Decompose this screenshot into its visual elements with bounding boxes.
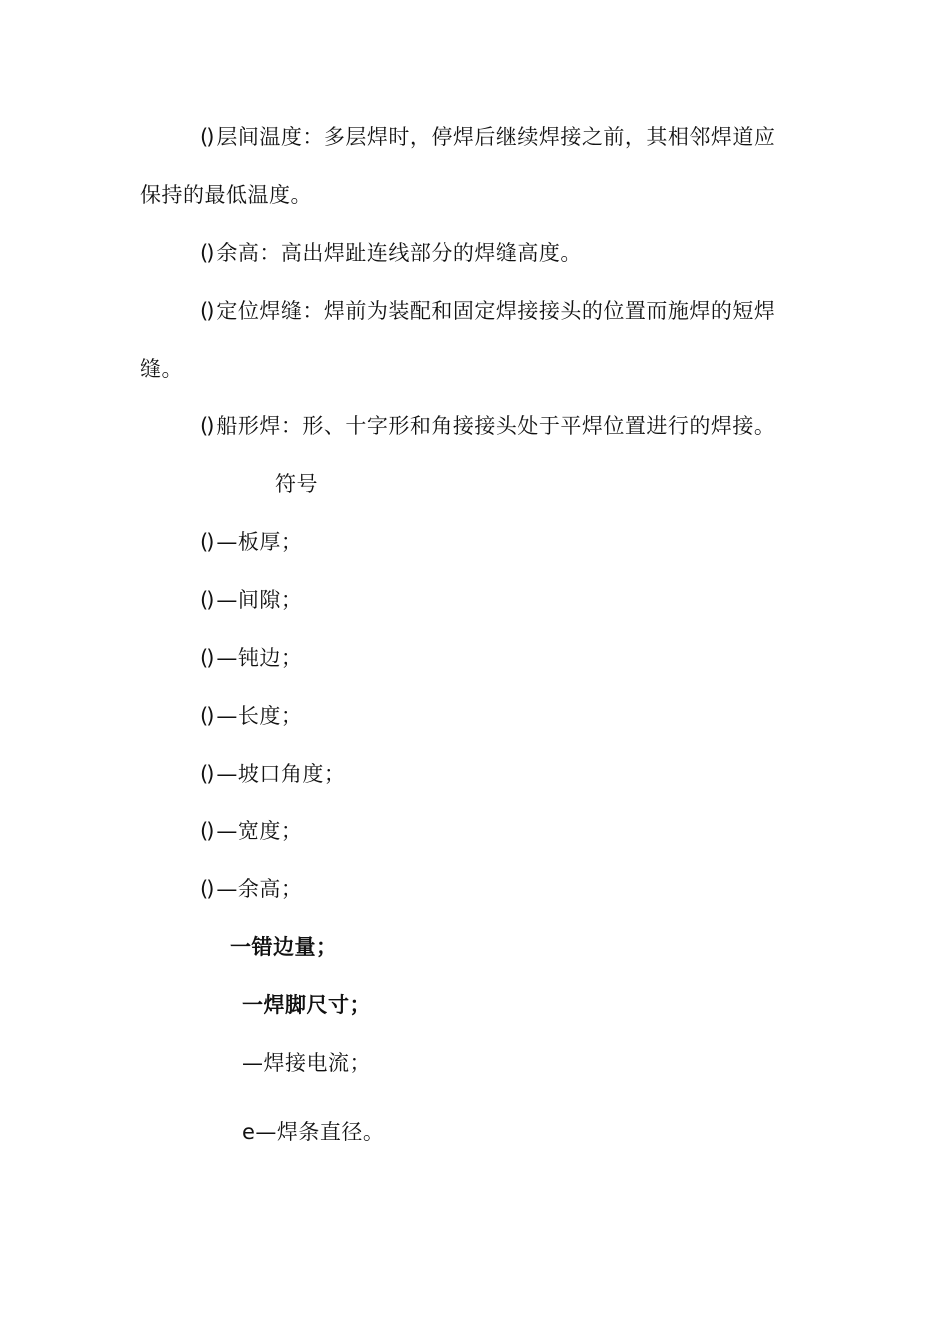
definition-text: 船形焊：形、十字形和角接接头处于平焊位置进行的焊接。	[216, 414, 776, 438]
symbol-text: —板厚；	[216, 530, 303, 554]
symbol-text: —间隙；	[216, 588, 303, 612]
symbol-electrode-diameter: e—焊条直径。	[242, 1120, 385, 1144]
blank-parentheses: ()	[200, 819, 213, 843]
symbol-text: —长度；	[216, 704, 303, 728]
symbol-welding-current: —焊接电流；	[242, 1051, 371, 1075]
definition-tack-weld-line1	[200, 298, 775, 324]
symbol-item	[200, 703, 302, 729]
blank-parentheses: ()	[200, 877, 213, 901]
symbol-item	[200, 587, 302, 613]
definition-reinforcement	[200, 240, 582, 266]
blank-parentheses: ()	[200, 588, 213, 612]
symbol-leg-size: 一焊脚尺寸；	[242, 993, 371, 1017]
symbol-text: —宽度；	[216, 819, 303, 843]
blank-parentheses: ()	[200, 530, 213, 554]
definition-tack-weld-line2: 缝。	[140, 357, 183, 381]
symbol-item	[200, 761, 345, 787]
definition-interpass-temperature-line2: 保持的最低温度。	[140, 183, 312, 207]
blank-parentheses: ()	[200, 241, 213, 265]
definition-text: 定位焊缝：焊前为装配和固定焊接接头的位置而施焊的短焊	[216, 299, 776, 323]
symbol-item	[200, 818, 302, 844]
definition-text: 余高：高出焊趾连线部分的焊缝高度。	[216, 241, 582, 265]
definition-boat-weld	[200, 413, 775, 439]
blank-parentheses: ()	[200, 646, 213, 670]
symbol-text: —钝边；	[216, 646, 303, 670]
blank-parentheses: ()	[200, 762, 213, 786]
symbols-heading: 符号	[275, 472, 318, 496]
definition-text: 层间温度：多层焊时，停焊后继续焊接之前，其相邻焊道应	[216, 125, 776, 149]
blank-parentheses: ()	[200, 299, 213, 323]
blank-parentheses: ()	[200, 704, 213, 728]
definition-interpass-temperature-line1	[200, 124, 775, 150]
symbol-text: —余高；	[216, 877, 303, 901]
symbol-item	[200, 645, 302, 671]
blank-parentheses: ()	[200, 414, 213, 438]
blank-parentheses: ()	[200, 125, 213, 149]
symbol-item	[200, 529, 302, 555]
symbol-misalignment: 一错边量；	[230, 935, 338, 959]
symbol-text: —坡口角度；	[216, 762, 346, 786]
symbol-item	[200, 876, 302, 902]
